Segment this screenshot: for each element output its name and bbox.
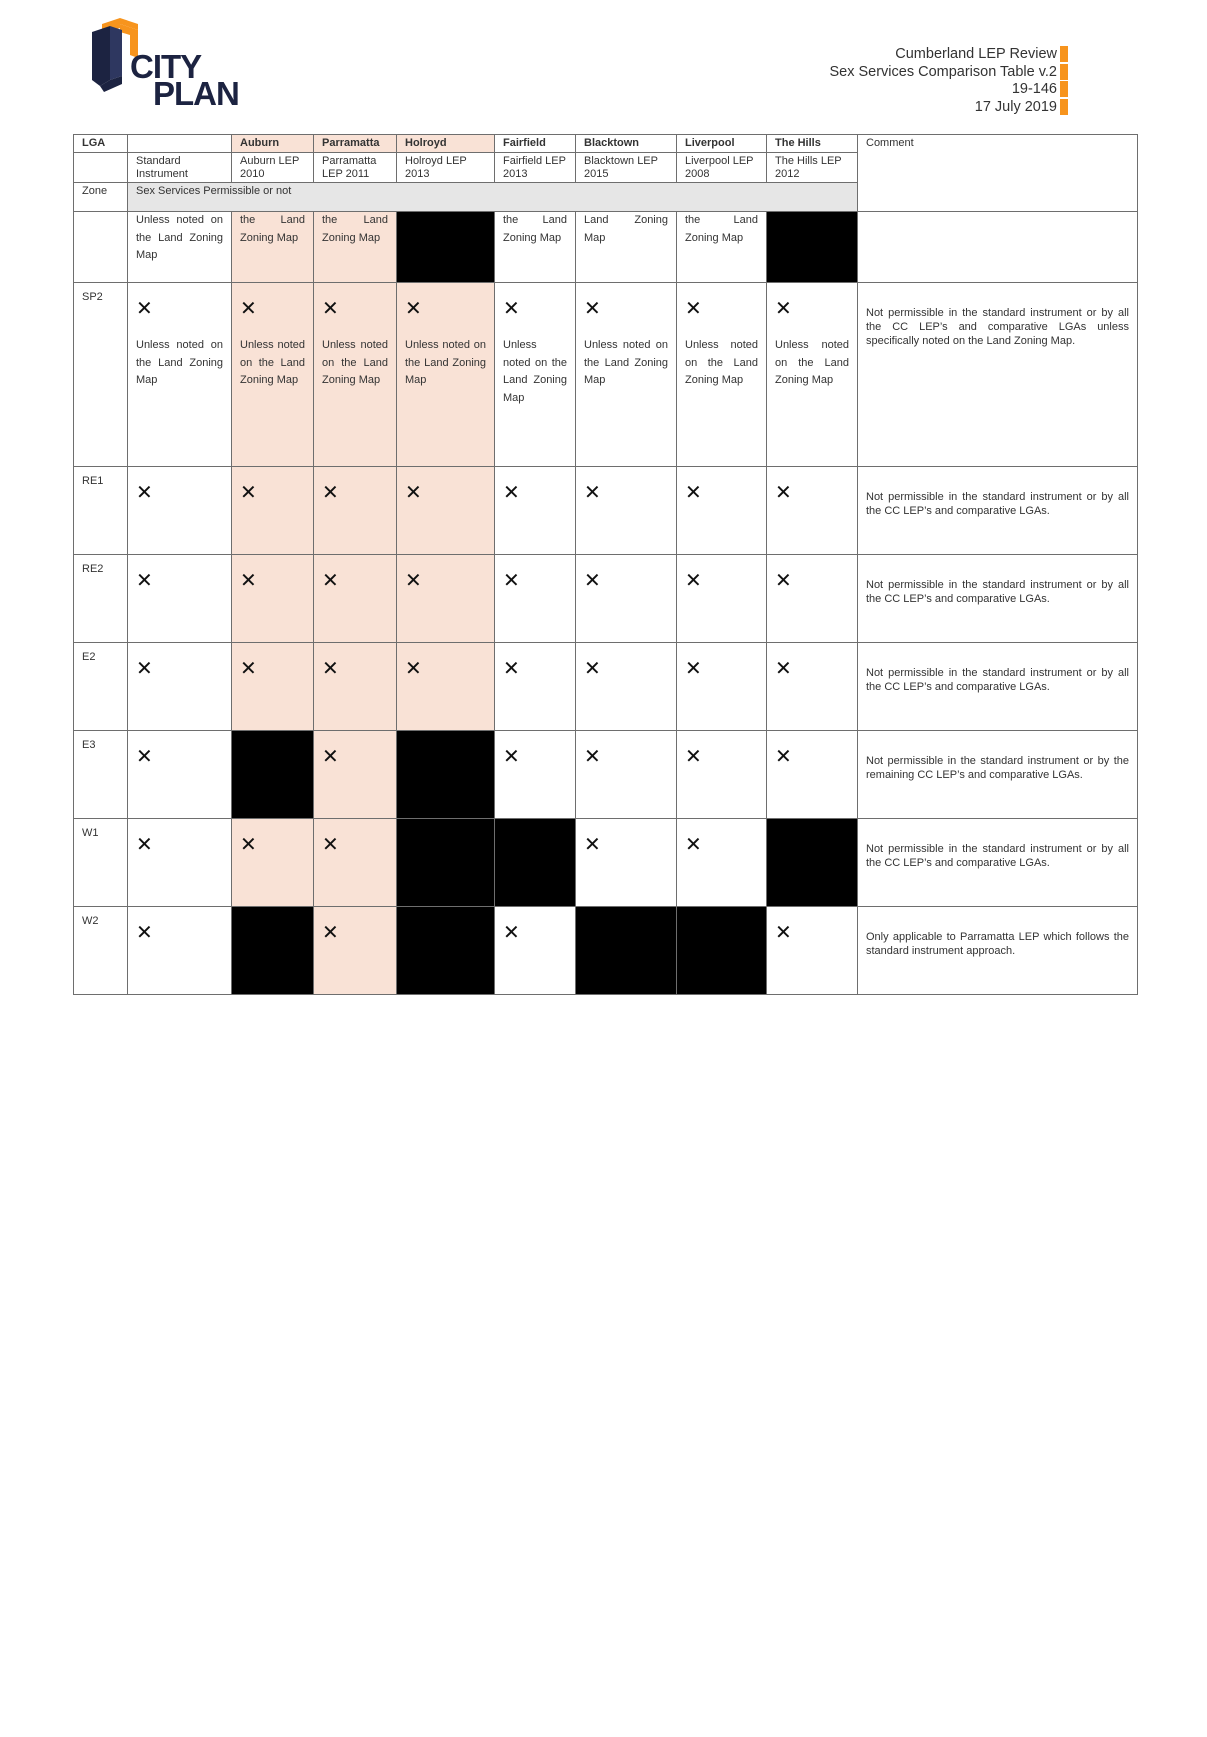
header-title: Sex Services Comparison Table v.2 bbox=[829, 63, 1057, 80]
not-permitted-icon: ✕ bbox=[685, 298, 702, 320]
not-permitted-icon: ✕ bbox=[775, 922, 792, 944]
instrument-parramatta: Parramatta LEP 2011 bbox=[314, 153, 397, 183]
not-permitted-icon: ✕ bbox=[136, 482, 153, 504]
unless-note: Unless noted on the Land Zoning Map bbox=[136, 339, 223, 386]
unless-note: Unless noted on the Land Zoning Map bbox=[240, 339, 305, 386]
cont-auburn: the Land Zoning Map bbox=[232, 212, 314, 283]
instrument-auburn: Auburn LEP 2010 bbox=[232, 153, 314, 183]
comment-cell: Not permissible in the standard instrument or by all the CC LEP’s and comparative LGAs unless specifically noted on the Land Zoning Map. bbox=[858, 283, 1138, 467]
not-applicable-cell bbox=[232, 731, 314, 819]
not-permitted-icon: ✕ bbox=[685, 570, 702, 592]
document-header bbox=[829, 46, 1057, 116]
not-permitted-icon: ✕ bbox=[322, 922, 339, 944]
header-date: 17 July 2019 bbox=[974, 98, 1057, 115]
not-applicable-cell bbox=[397, 731, 495, 819]
zone-code: RE1 bbox=[74, 467, 128, 555]
not-permitted-icon: ✕ bbox=[503, 746, 520, 768]
unless-note: Unless noted on the Land Zoning Map bbox=[775, 339, 849, 386]
cont-comment bbox=[858, 212, 1138, 283]
not-permitted-icon: ✕ bbox=[584, 298, 601, 320]
not-permitted-icon: ✕ bbox=[322, 746, 339, 768]
instrument-liverpool: Liverpool LEP 2008 bbox=[677, 153, 767, 183]
instrument-holroyd: Holroyd LEP 2013 bbox=[397, 153, 495, 183]
council-blacktown: Blacktown bbox=[576, 135, 677, 153]
zone-cell bbox=[74, 212, 128, 283]
not-permitted-icon: ✕ bbox=[405, 298, 422, 320]
not-permitted-icon: ✕ bbox=[240, 570, 257, 592]
not-permitted-icon: ✕ bbox=[503, 482, 520, 504]
not-permitted-icon: ✕ bbox=[775, 570, 792, 592]
zone-code: RE2 bbox=[74, 555, 128, 643]
zone-row-re1 bbox=[74, 467, 1138, 555]
not-applicable-cell bbox=[397, 819, 495, 907]
zone-row-re2 bbox=[74, 555, 1138, 643]
comment-cell: Not permissible in the standard instrument or by all the CC LEP’s and comparative LGAs. bbox=[858, 467, 1138, 555]
zone-code: E3 bbox=[74, 731, 128, 819]
not-permitted-icon: ✕ bbox=[240, 834, 257, 856]
cont-the-hills-na bbox=[767, 212, 858, 283]
not-permitted-icon: ✕ bbox=[136, 922, 153, 944]
not-permitted-icon: ✕ bbox=[322, 658, 339, 680]
cont-fairfield: the Land Zoning Map bbox=[495, 212, 576, 283]
header-accent-bars bbox=[1060, 46, 1068, 116]
council-holroyd: Holroyd bbox=[397, 135, 495, 153]
not-permitted-icon: ✕ bbox=[322, 834, 339, 856]
council-fairfield: Fairfield bbox=[495, 135, 576, 153]
not-permitted-icon: ✕ bbox=[685, 482, 702, 504]
comment-cell: Not permissible in the standard instrument or by all the CC LEP’s and comparative LGAs. bbox=[858, 555, 1138, 643]
not-permitted-icon: ✕ bbox=[685, 658, 702, 680]
council-liverpool: Liverpool bbox=[677, 135, 767, 153]
not-permitted-icon: ✕ bbox=[503, 922, 520, 944]
council-the-hills: The Hills bbox=[767, 135, 858, 153]
sex-services-comparison-table bbox=[73, 134, 1138, 995]
zone-code: E2 bbox=[74, 643, 128, 731]
not-permitted-icon: ✕ bbox=[136, 298, 153, 320]
not-permitted-icon: ✕ bbox=[240, 298, 257, 320]
zone-row-w2 bbox=[74, 907, 1138, 995]
council-auburn: Auburn bbox=[232, 135, 314, 153]
cont-standard: Unless noted on the Land Zoning Map bbox=[128, 212, 232, 283]
not-permitted-icon: ✕ bbox=[322, 298, 339, 320]
not-applicable-cell bbox=[767, 819, 858, 907]
permissible-heading: Sex Services Permissible or not bbox=[128, 183, 858, 212]
not-permitted-icon: ✕ bbox=[405, 658, 422, 680]
instrument-standard: Standard Instrument bbox=[128, 153, 232, 183]
unless-note: Unless noted on the Land Zoning Map bbox=[503, 339, 567, 404]
lga-label: LGA bbox=[74, 135, 128, 153]
unless-note: Unless noted on the Land Zoning Map bbox=[322, 339, 388, 386]
not-permitted-icon: ✕ bbox=[584, 746, 601, 768]
logo-plan-text: PLAN bbox=[153, 75, 239, 112]
not-applicable-cell bbox=[495, 819, 576, 907]
not-permitted-icon: ✕ bbox=[136, 746, 153, 768]
instrument-the-hills: The Hills LEP 2012 bbox=[767, 153, 858, 183]
not-permitted-icon: ✕ bbox=[322, 482, 339, 504]
unless-note: Unless noted on the Land Zoning Map bbox=[685, 339, 758, 386]
not-applicable-cell bbox=[677, 907, 767, 995]
not-permitted-icon: ✕ bbox=[775, 482, 792, 504]
unless-note: Unless noted on the Land Zoning Map bbox=[405, 339, 486, 386]
not-applicable-cell bbox=[232, 907, 314, 995]
cont-liverpool: the Land Zoning Map bbox=[677, 212, 767, 283]
not-permitted-icon: ✕ bbox=[322, 570, 339, 592]
logo-city-text: CITY bbox=[130, 48, 202, 85]
zone-code: SP2 bbox=[74, 283, 128, 467]
instrument-blacktown: Blacktown LEP 2015 bbox=[576, 153, 677, 183]
not-permitted-icon: ✕ bbox=[775, 298, 792, 320]
not-permitted-icon: ✕ bbox=[775, 746, 792, 768]
not-permitted-icon: ✕ bbox=[584, 834, 601, 856]
zone-row-e3 bbox=[74, 731, 1138, 819]
not-permitted-icon: ✕ bbox=[136, 834, 153, 856]
not-permitted-icon: ✕ bbox=[136, 570, 153, 592]
comment-cell: Not permissible in the standard instrument or by the remaining CC LEP’s and comparative LGAs. bbox=[858, 731, 1138, 819]
zone-row-sp2 bbox=[74, 283, 1138, 467]
not-permitted-icon: ✕ bbox=[775, 658, 792, 680]
not-permitted-icon: ✕ bbox=[240, 658, 257, 680]
comment-cell: Not permissible in the standard instrument or by all the CC LEP’s and comparative LGAs. bbox=[858, 643, 1138, 731]
not-permitted-icon: ✕ bbox=[584, 482, 601, 504]
comment-header: Comment bbox=[858, 135, 1138, 212]
not-permitted-icon: ✕ bbox=[405, 570, 422, 592]
cont-parramatta: the Land Zoning Map bbox=[314, 212, 397, 283]
not-permitted-icon: ✕ bbox=[584, 658, 601, 680]
instrument-blank bbox=[74, 153, 128, 183]
cont-blacktown: Land Zoning Map bbox=[576, 212, 677, 283]
zone-label: Zone bbox=[74, 183, 128, 212]
not-permitted-icon: ✕ bbox=[685, 746, 702, 768]
council-header-row bbox=[74, 135, 1138, 153]
header-project: Cumberland LEP Review bbox=[895, 46, 1057, 62]
zone-row-e2 bbox=[74, 643, 1138, 731]
not-permitted-icon: ✕ bbox=[503, 570, 520, 592]
comment-cell: Only applicable to Parramatta LEP which follows the standard instrument approach. bbox=[858, 907, 1138, 995]
not-permitted-icon: ✕ bbox=[503, 658, 520, 680]
header-job-number: 19-146 bbox=[1011, 81, 1057, 97]
comment-cell: Not permissible in the standard instrument or by all the CC LEP’s and comparative LGAs. bbox=[858, 819, 1138, 907]
unless-note: Unless noted on the Land Zoning Map bbox=[584, 339, 668, 386]
not-permitted-icon: ✕ bbox=[685, 834, 702, 856]
not-permitted-icon: ✕ bbox=[584, 570, 601, 592]
not-applicable-cell bbox=[397, 907, 495, 995]
cont-holroyd-na bbox=[397, 212, 495, 283]
not-permitted-icon: ✕ bbox=[405, 482, 422, 504]
not-applicable-cell bbox=[576, 907, 677, 995]
not-permitted-icon: ✕ bbox=[240, 482, 257, 504]
not-permitted-icon: ✕ bbox=[503, 298, 520, 320]
council-parramatta: Parramatta bbox=[314, 135, 397, 153]
zone-code: W1 bbox=[74, 819, 128, 907]
council-standard bbox=[128, 135, 232, 153]
instrument-fairfield: Fairfield LEP 2013 bbox=[495, 153, 576, 183]
zone-row-w1 bbox=[74, 819, 1138, 907]
not-permitted-icon: ✕ bbox=[136, 658, 153, 680]
zone-code: W2 bbox=[74, 907, 128, 995]
continued-row bbox=[74, 212, 1138, 283]
